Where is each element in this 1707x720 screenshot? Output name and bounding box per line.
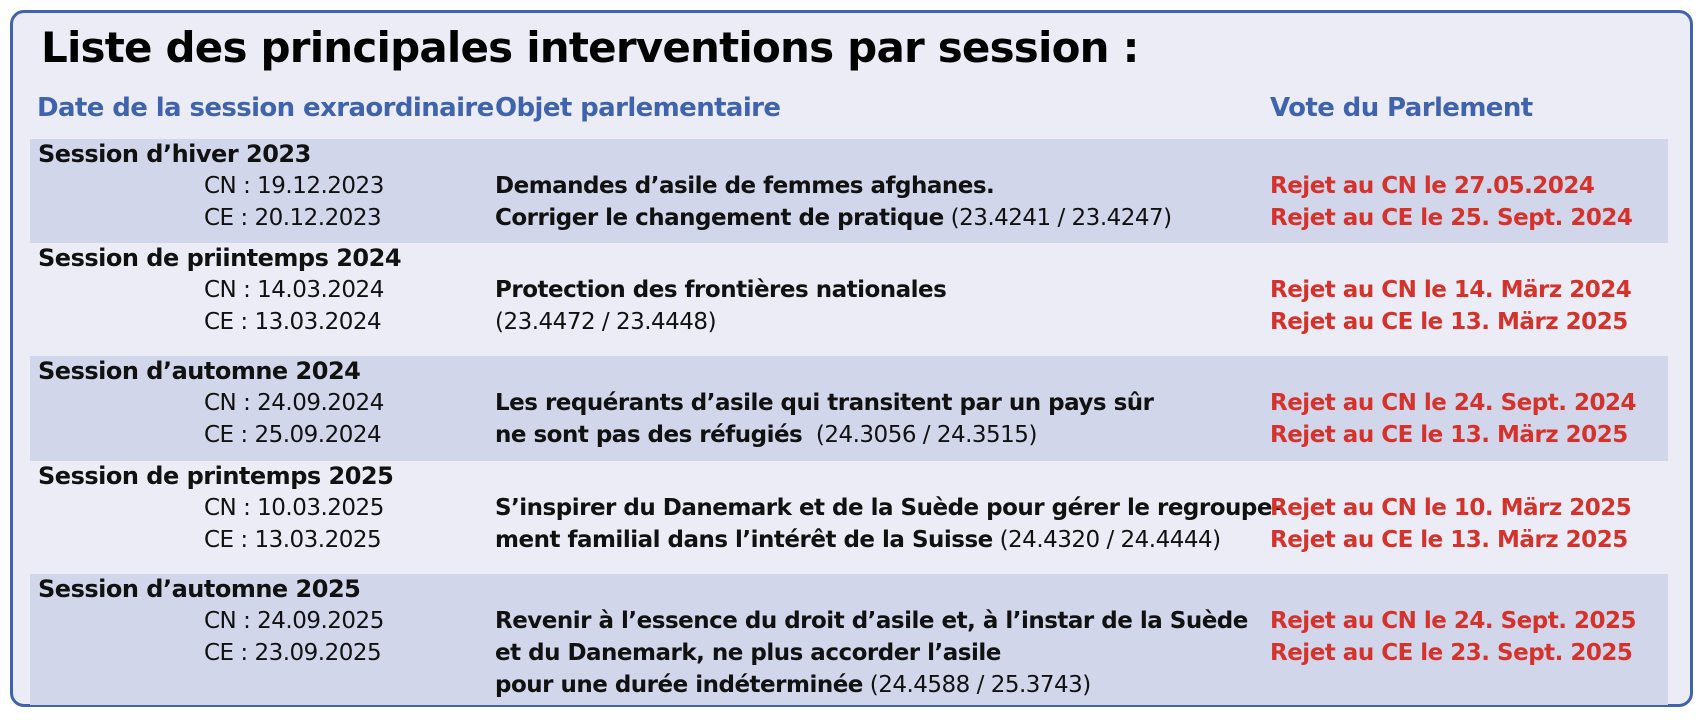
session-name: Session de printemps 2025 xyxy=(38,462,394,490)
session-date-ce: CE : 25.09.2024 xyxy=(204,422,382,448)
objet-text-line-2: et du Danemark, ne plus accorder l’asile xyxy=(495,640,1001,666)
column-header-date: Date de la session exraordinaire xyxy=(37,93,494,123)
objet-reference-numbers: (23.4472 / 23.4448) xyxy=(495,309,717,335)
objet-reference-numbers: (23.4241 / 23.4247) xyxy=(943,205,1172,231)
session-row xyxy=(30,461,1668,574)
objet-text-line-1: Protection des frontières nationales xyxy=(495,277,947,303)
objet-title-part: ment familial dans l’intérêt de la Suisse xyxy=(495,527,993,553)
session-name: Session de priintemps 2024 xyxy=(38,244,402,272)
session-row xyxy=(30,356,1668,461)
objet-reference-numbers: (24.3056 / 24.3515) xyxy=(802,422,1037,448)
objet-text-line-2 xyxy=(495,524,1221,556)
objet-text-line-2 xyxy=(495,202,1172,234)
objet-text-line-1: Revenir à l’essence du droit d’asile et, à l’instar de la Suède xyxy=(495,608,1248,634)
objet-text-line-3 xyxy=(495,669,1091,701)
session-name: Session d’automne 2025 xyxy=(38,575,361,603)
session-date-ce: CE : 13.03.2024 xyxy=(204,309,382,335)
vote-result-cn: Rejet au CN le 24. Sept. 2025 xyxy=(1270,608,1636,634)
objet-reference-numbers: (24.4320 / 24.4444) xyxy=(992,527,1221,553)
session-row xyxy=(30,243,1668,356)
session-row xyxy=(30,139,1668,243)
objet-title-part: Corriger le changement de pratique xyxy=(495,205,944,231)
vote-result-ce: Rejet au CE le 13. März 2025 xyxy=(1270,422,1628,448)
session-row xyxy=(30,574,1668,705)
session-date-cn: CN : 10.03.2025 xyxy=(204,495,384,521)
vote-result-ce: Rejet au CE le 13. März 2025 xyxy=(1270,309,1628,335)
objet-title-part: ne sont pas des réfugiés xyxy=(495,422,803,448)
objet-text-line-1: Les requérants d’asile qui transitent par un pays sûr xyxy=(495,390,1154,416)
objet-text-line-2 xyxy=(495,419,1037,451)
session-date-ce: CE : 13.03.2025 xyxy=(204,527,382,553)
page-title: Liste des principales interventions par session : xyxy=(41,23,1139,72)
session-name: Session d’automne 2024 xyxy=(38,357,361,385)
vote-result-ce: Rejet au CE le 13. März 2025 xyxy=(1270,527,1628,553)
vote-result-cn: Rejet au CN le 27.05.2024 xyxy=(1270,173,1595,199)
session-name: Session d’hiver 2023 xyxy=(38,140,311,168)
objet-text-line-1: S’inspirer du Danemark et de la Suède pour gérer le regroupe- xyxy=(495,495,1282,521)
objet-reference-numbers: (24.4588 / 25.3743) xyxy=(862,672,1091,698)
objet-title-part: pour une durée indéterminée xyxy=(495,672,863,698)
column-header-objet: Objet parlementaire xyxy=(495,93,781,123)
session-date-cn: CN : 24.09.2025 xyxy=(204,608,384,634)
session-date-cn: CN : 19.12.2023 xyxy=(204,173,384,199)
vote-result-ce: Rejet au CE le 23. Sept. 2025 xyxy=(1270,640,1633,666)
vote-result-cn: Rejet au CN le 24. Sept. 2024 xyxy=(1270,390,1636,416)
objet-text-line-2 xyxy=(495,306,716,338)
session-date-cn: CN : 14.03.2024 xyxy=(204,277,384,303)
vote-result-cn: Rejet au CN le 10. März 2025 xyxy=(1270,495,1632,521)
session-date-ce: CE : 20.12.2023 xyxy=(204,205,382,231)
vote-result-cn: Rejet au CN le 14. März 2024 xyxy=(1270,277,1632,303)
session-date-ce: CE : 23.09.2025 xyxy=(204,640,382,666)
session-date-cn: CN : 24.09.2024 xyxy=(204,390,384,416)
column-header-vote: Vote du Parlement xyxy=(1270,93,1533,123)
vote-result-ce: Rejet au CE le 25. Sept. 2024 xyxy=(1270,205,1633,231)
objet-text-line-1: Demandes d’asile de femmes afghanes. xyxy=(495,173,995,199)
